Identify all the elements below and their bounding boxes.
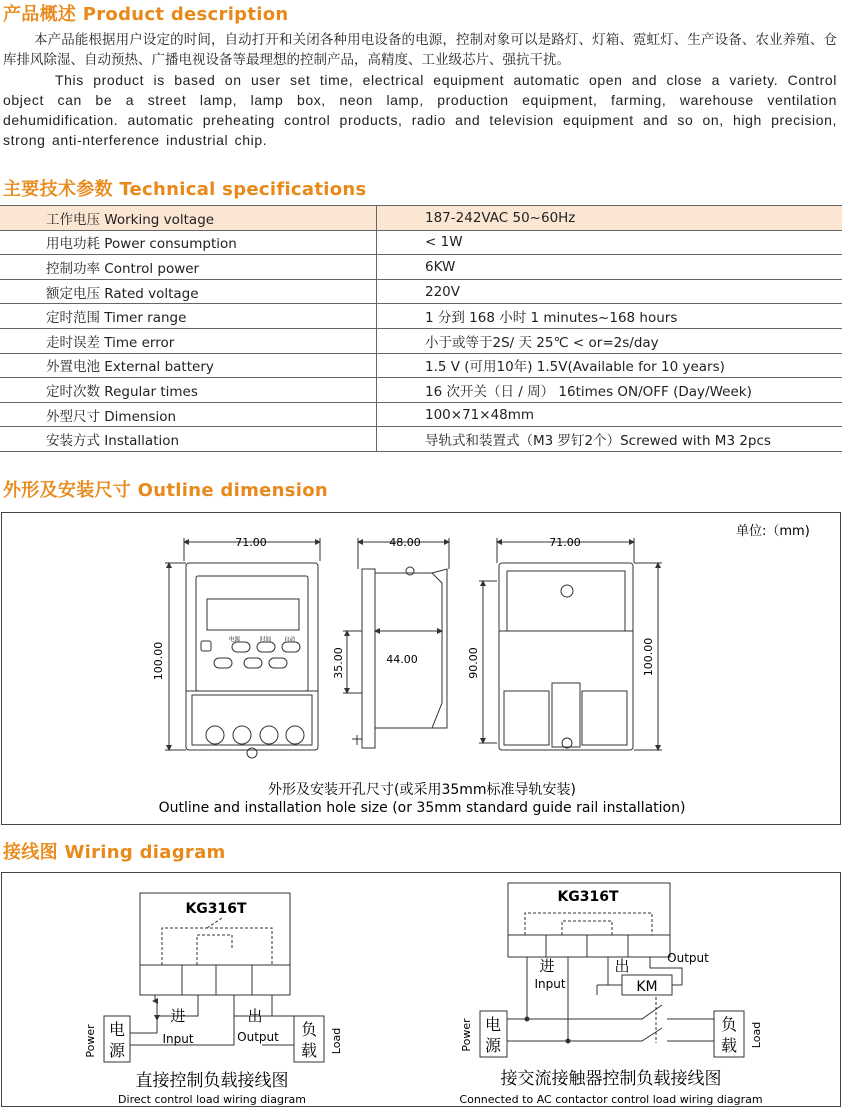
right-load-zh2: 载 [721,1036,737,1055]
product-title: 产品概述 Product description [3,0,289,26]
spec-key: 控制功率 Control power [0,255,377,280]
spec-key: 定时次数 Regular times [0,378,377,403]
dim-back-width: 71.00 [549,536,581,549]
key-label-power: 电源 [229,635,241,643]
key-label-auto: 自动 [284,635,296,643]
left-caption-zh: 直接控制负载接线图 [136,1071,289,1091]
spec-key: 额定电压 Rated voltage [0,279,377,304]
spec-value: 6KW [377,255,842,280]
left-power-zh1: 电 [109,1020,125,1039]
product-description [3,30,837,150]
wiring-drawing [2,873,840,1106]
spec-row [0,230,842,255]
left-power-zh2: 源 [109,1041,126,1060]
dim-front-height: 100.00 [152,642,165,681]
front-view [165,538,320,758]
spec-key: 外置电池 External battery [0,353,377,378]
right-out-en: Output [667,951,709,965]
spec-row [0,255,842,280]
spec-key: 工作电压 Working voltage [0,206,377,231]
description-en: This product is based on user set time, electrical equipment automatic open and close a variety. Control object can be a street lamp, lamp box, neon lamp, production equipment, farming, warehouse ventilation dehumidification. automatic preheating control products, radio and television equipment and so on, high precision, strong anti-nterference industrial chip. [3,70,837,150]
direct-wiring [104,893,324,1062]
outline-title: 外形及安装尺寸 Outline dimension [3,476,328,502]
dim-inner: 44.00 [386,653,418,666]
left-load-zh2: 载 [301,1041,317,1060]
spec-value: 187-242VAC 50~60Hz [377,206,842,231]
spec-key: 定时范围 Timer range [0,304,377,329]
right-caption-en: Connected to AC contactor control load wiring diagram [459,1093,762,1106]
spec-value: 220V [377,279,842,304]
spec-row [0,378,842,403]
unit-label: 单位:（mm) [736,524,810,539]
left-caption-en: Direct control load wiring diagram [118,1093,306,1106]
spec-value: 16 次开关（日 / 周） 16times ON/OFF (Day/Week) [377,378,842,403]
specs-table [0,205,842,452]
spec-value: 100×71×48mm [377,402,842,427]
contactor-wiring [480,883,744,1057]
contactor-label: KM [636,979,657,995]
dim-hole: 90.00 [467,647,480,679]
spec-value: 导轨式和装置式（M3 罗钉2个）Screwed with M3 2pcs [377,427,842,452]
spec-value: 小于或等于2S/ 天 25℃ < or=2s/day [377,328,842,353]
right-power-en: Power [460,1018,473,1052]
description-zh: 本产品能根据用户设定的时间，自动打开和关闭各种用电设备的电源，控制对象可以是路灯、灯箱、霓虹灯、生产设备、农业养殖、仓库排风除湿、自动预热、广播电视设备等最理想的控制产品，高精度、工业级芯片、强抗干扰。 [3,30,837,70]
left-power-en: Power [84,1024,97,1058]
left-out-en: Output [237,1030,279,1044]
right-load-zh1: 负 [721,1015,737,1034]
right-out-zh: 出 [614,957,629,975]
wiring-frame [1,872,841,1107]
spec-row [0,427,842,452]
spec-row [0,206,842,231]
left-model: KG316T [185,901,247,917]
outline-drawing [2,513,840,824]
left-load-zh1: 负 [301,1020,317,1039]
outline-caption-en: Outline and installation hole size (or 35mm standard guide rail installation) [159,800,686,816]
outline-caption-zh: 外形及安装开孔尺寸(或采用35mm标准导轨安装) [268,781,576,798]
specs-title: 主要技术参数 Technical specifications [3,175,367,201]
side-view [343,538,449,748]
left-in-zh: 进 [170,1007,185,1025]
spec-row [0,402,842,427]
spec-value: 1.5 V (可用10年) 1.5V(Available for 10 years) [377,353,842,378]
dim-back-height: 100.00 [642,638,655,677]
dim-rail: 35.00 [332,647,345,679]
right-load-en: Load [750,1022,763,1048]
spec-row [0,304,842,329]
dim-side-depth: 48.00 [389,536,421,549]
spec-row [0,279,842,304]
outline-frame [1,512,841,825]
spec-key: 安装方式 Installation [0,427,377,452]
wiring-title: 接线图 Wiring diagram [3,838,226,864]
right-model: KG316T [557,889,619,905]
spec-row [0,353,842,378]
right-in-zh: 进 [539,957,554,975]
dim-front-width: 71.00 [235,536,267,549]
right-in-en: Input [534,977,565,991]
spec-key: 走时误差 Time error [0,328,377,353]
right-power-zh2: 源 [485,1036,502,1055]
spec-key: 用电功耗 Power consumption [0,230,377,255]
spec-key: 外型尺寸 Dimension [0,402,377,427]
left-load-en: Load [330,1028,343,1054]
spec-value: < 1W [377,230,842,255]
spec-value: 1 分到 168 小时 1 minutes~168 hours [377,304,842,329]
spec-row [0,328,842,353]
key-label-time: 时间 [260,635,272,643]
right-power-zh1: 电 [485,1015,501,1034]
right-caption-zh: 接交流接触器控制负载接线图 [501,1069,722,1089]
left-in-en: Input [162,1032,193,1046]
back-view [479,538,662,750]
left-out-zh: 出 [247,1007,262,1025]
